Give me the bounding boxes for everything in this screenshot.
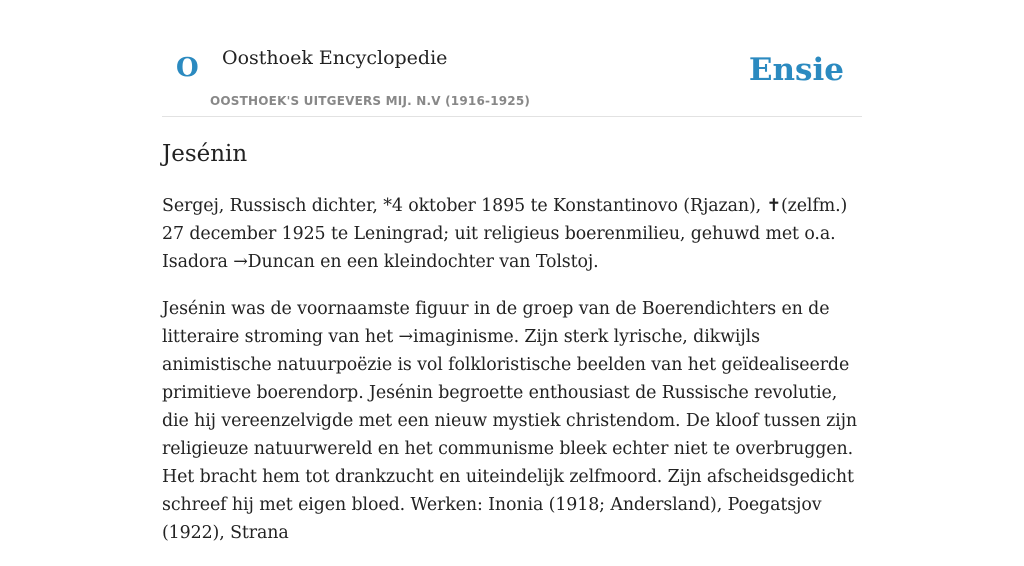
paragraph-2-text-end: . Zijn sterk lyrische, dikwijls animistische natuurpoëzie is vol folkloristische beelden van het geïdealiseerde primitieve boerendorp. Jesénin begroette enthousiast de Russische revolutie, die hij vereenzelvigde met een nieuw mystiek christendom. De kloof tussen zijn religieuze natuurwereld en het communisme bleek echter niet te overbruggen. Het bracht hem tot drankzucht en uiteindelijk zelfmoord. Zijn afscheidsgedicht schreef hij met eigen bloed. Werken: Inonia (1918; Andersland), Poegatsjov (1922), Strana: [162, 327, 858, 543]
book-title[interactable]: Oosthoek Encyclopedie: [222, 47, 448, 69]
paragraph-2-text-start: Jesénin was de voornaamste figuur in de groep van de Boerendichters en de litteraire stroming van het: [162, 299, 830, 347]
entry-paragraph-1: [162, 192, 862, 276]
imaginisme-reference-link[interactable]: →imaginisme: [398, 327, 514, 347]
book-subtitle: OOSTHOEK'S UITGEVERS MIJ. N.V (1916-1925): [210, 94, 531, 108]
entry-content: [162, 138, 862, 566]
ensie-brand-link[interactable]: Ensie: [748, 52, 844, 88]
entry-paragraph-2: [162, 295, 862, 547]
book-header: [162, 0, 862, 117]
paragraph-1-text-start: Sergej, Russisch dichter, *4 oktober 1895 te Konstantinovo (Rjazan), ✝(zelfm.) 27 december 1925 te Leningrad; uit religieus boerenmilieu, gehuwd met o.a. Isadora: [162, 196, 848, 272]
book-logo-letter[interactable]: O: [176, 53, 199, 83]
paragraph-1-text-end: en een kleindochter van Tolstoj.: [314, 252, 599, 272]
duncan-reference-link[interactable]: →Duncan: [233, 252, 315, 272]
entry-title: Jesénin: [162, 141, 248, 167]
